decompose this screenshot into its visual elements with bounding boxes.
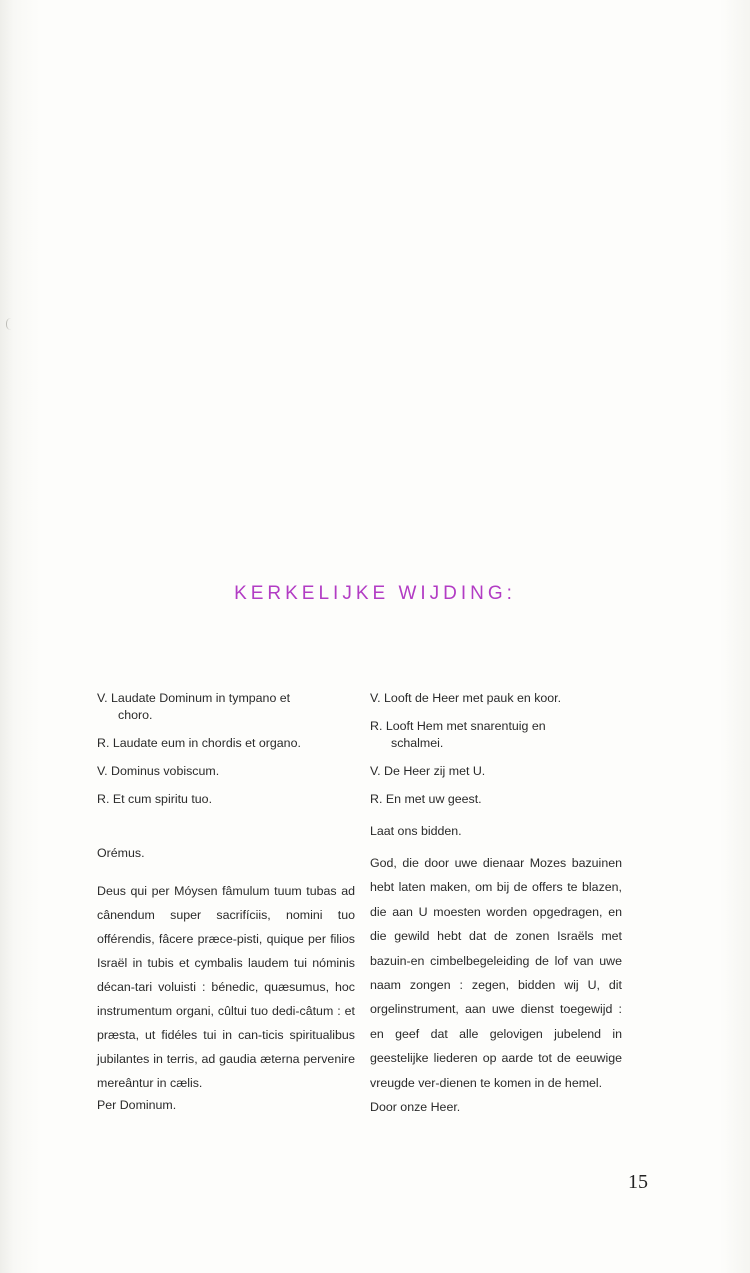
- versicle-marker: R.: [370, 719, 383, 733]
- versicle: [97, 735, 355, 752]
- versicle: [370, 763, 622, 780]
- versicle-continuation: choro.: [118, 708, 153, 722]
- versicle: [97, 791, 355, 808]
- versicle: [370, 690, 622, 707]
- versicle: [97, 690, 355, 724]
- spacer: [97, 865, 355, 879]
- versicle-text: Looft Hem met snarentuig en: [385, 719, 546, 733]
- versicle-marker: R.: [97, 736, 110, 750]
- versicle-marker: V.: [97, 691, 108, 705]
- dutch-closing: Door onze Heer.: [370, 1100, 461, 1115]
- spacer: [97, 819, 355, 841]
- versicle: [97, 763, 355, 780]
- latin-prayer: Deus qui per Móysen fâmulum tuum tubas ad cânendum super sacrifíciis, nomini tuo offérendis, fâcere præce-pisti, quique per filios Israël in tubis et cymbalis laudem tui nóminis décan-tari voluisti : bénedic, quæsumus, hoc instrumentum organi, cûltui tuo dedi-câtum : et præsta, ut fidéles tui in can-ticis spiritualibus jubilantes in terris, ad gaudia æterna pervenire mereântur in cælis.: [97, 884, 355, 1090]
- versicle-marker: R.: [370, 792, 383, 806]
- versicle-text: Dominus vobiscum.: [111, 764, 220, 778]
- spacer: [370, 843, 622, 851]
- versicle-marker: V.: [97, 764, 108, 778]
- binding-mark: [6, 318, 11, 330]
- versicle-text: En met uw geest.: [385, 792, 482, 806]
- versicle-text: Looft de Heer met pauk en koor.: [384, 691, 562, 705]
- versicle-marker: V.: [370, 691, 381, 705]
- versicle-text: Et cum spiritu tuo.: [112, 792, 213, 806]
- invitation-label: Laat ons bidden.: [370, 824, 462, 838]
- versicle-text: Laudate eum in chordis et organo.: [112, 736, 301, 750]
- oremus-label: Orémus.: [97, 846, 145, 860]
- latin-closing: Per Dominum.: [97, 1098, 177, 1112]
- versicle-text: Laudate Dominum in tympano et: [111, 691, 291, 705]
- versicle: [370, 791, 622, 808]
- section-heading: KERKELIJKE WIJDING:: [234, 583, 516, 604]
- versicle-marker: V.: [370, 764, 381, 778]
- versicle: [370, 718, 622, 752]
- latin-column: [97, 690, 355, 1117]
- versicle-text: De Heer zij met U.: [384, 764, 486, 778]
- page-number: 15: [628, 1171, 648, 1193]
- dutch-column: [370, 690, 622, 1119]
- versicle-continuation: schalmei.: [391, 736, 444, 750]
- dutch-prayer: God, die door uwe dienaar Mozes bazuinen hebt laten maken, om bij de offers te blazen, die aan U moesten worden opgedragen, en die gewild hebt dat de zonen Israëls met bazuin-en cimbelbegeleiding de lof van uwe naam zongen : zegen, bidden wij U, dit orgelinstrument, aan uwe dienst toegewijd : en geef dat alle gelovigen jubelend in geestelijke liederen op aarde tot de eeuwige vreugde ver-dienen te komen in de hemel.: [370, 856, 622, 1090]
- versicle-marker: R.: [97, 792, 110, 806]
